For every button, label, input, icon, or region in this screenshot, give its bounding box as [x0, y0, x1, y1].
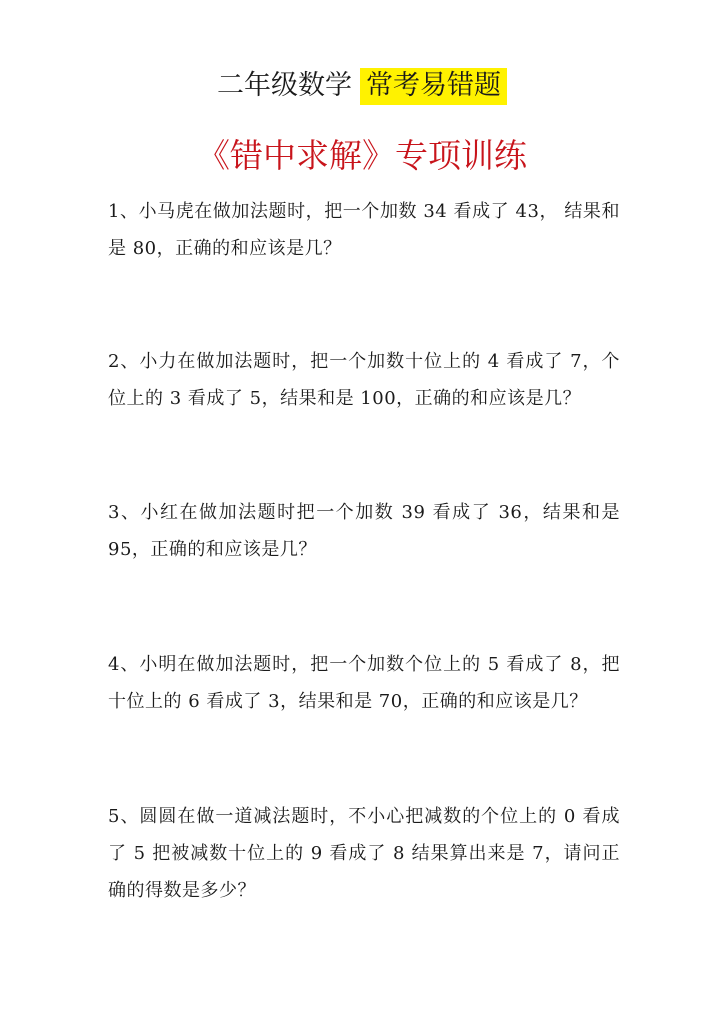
page-subtitle: 《错中求解》专项训练 — [197, 136, 527, 175]
title-grade-subject: 二年级数学 — [217, 70, 352, 101]
question-2: 2、小力在做加法题时，把一个加数十位上的 4 看成了 7，个位上的 3 看成了 5，结果和是 100，正确的和应该是几？ — [108, 351, 620, 409]
page-title — [0, 64, 724, 108]
question-5: 5、圆圆在做一道减法题时，不小心把减数的个位上的 0 看成了 5 把被减数十位上的 9 看成了 8 结果算出来是 7，请问正确的得数是多少？ — [108, 806, 620, 901]
question-1: 1、小马虎在做加法题时，把一个加数 34 看成了 43， 结果和是 80，正确的和应该是几？ — [108, 201, 620, 259]
question-3: 3、小红在做加法题时把一个加数 39 看成了 36，结果和是 95，正确的和应该是几？ — [108, 502, 620, 560]
question-4: 4、小明在做加法题时，把一个加数个位上的 5 看成了 8，把十位上的 6 看成了 3，结果和是 70，正确的和应该是几？ — [108, 654, 620, 712]
title-highlight: 常考易错题 — [360, 68, 507, 105]
